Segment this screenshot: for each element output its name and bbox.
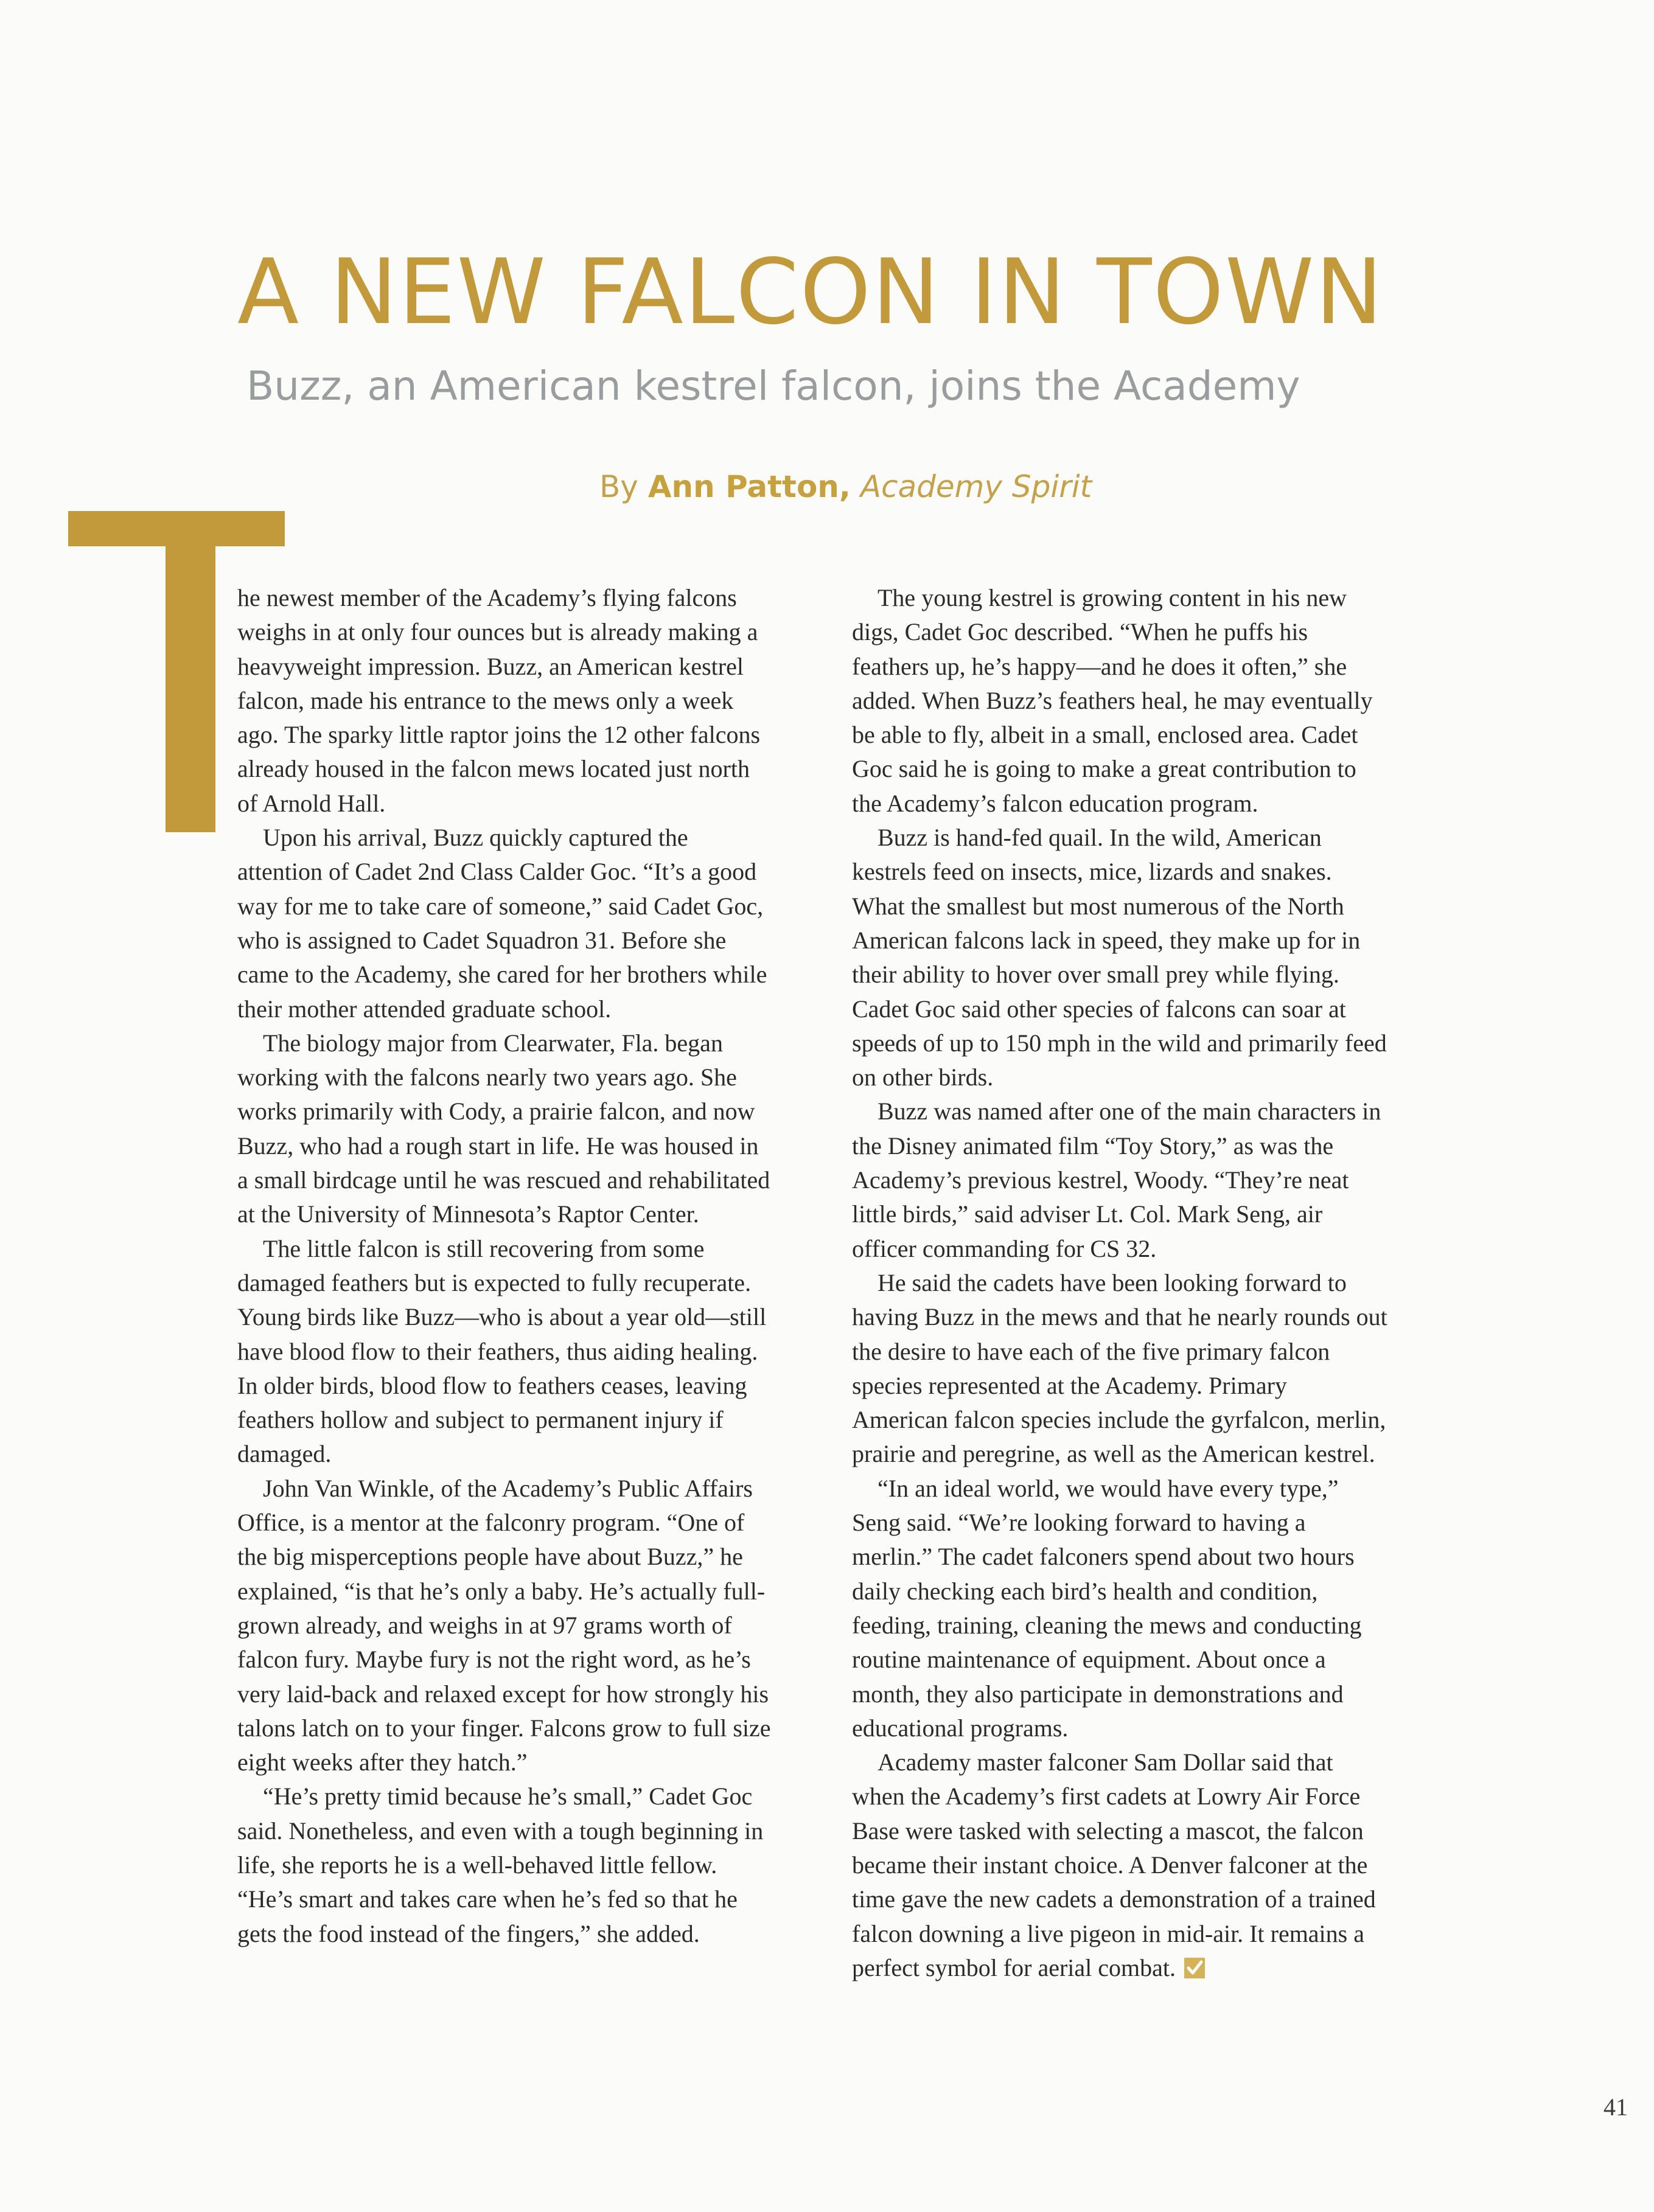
byline-prefix: By — [599, 469, 638, 504]
paragraph: The little falcon is still recovering from some damaged feathers but is expected to fully recuperate. Young birds like Buzz—who is about a year old—still have blood flow to their feathers, thus aiding healing. In older birds, blood flow to feathers ceases, leaving feathers hollow and subject to permanent injury if damaged. — [237, 1234, 767, 1468]
paragraph: Upon his arrival, Buzz quickly captured the attention of Cadet 2nd Class Calder Goc. “It’s a good way for me to take care of someone,” said Cadet Goc, who is assigned to Cadet Squadron 31. Before she came to the Academy, she cared for her brothers while their mother attended graduate school. — [237, 824, 767, 1023]
paragraph-last-text: Academy master falconer Sam Dollar said that when the Academy’s first cadets at Lowry Air Force Base were tasked with selecting a mascot, the falcon became their instant choice. A Denver falconer at the time gave the new cadets a demonstration of a trained falcon downing a live pigeon in mid-air. It remains a perfect symbol for aerial combat. — [852, 1748, 1376, 1981]
paragraph: John Van Winkle, of the Academy’s Public Affairs Office, is a mentor at the falconry program. “One of the big misperceptions people have about Buzz,” he explained, “is that he’s only a baby. He’s actually full-grown already, and weighs in at 97 grams worth of falcon fury. Maybe fury is not the right word, as he’s very laid-back and relaxed except for how strongly his talons latch on to your finger. Falcons grow to full size eight weeks after they hatch.” — [237, 1474, 771, 1776]
paragraph: The young kestrel is growing content in his new digs, Cadet Goc described. “When he puffs his feathers up, he’s happy—and he does it often,” she added. When Buzz’s feathers heal, he may eventually be able to fly, albeit in a small, enclosed area. Cadet Goc said he is going to make a great contribution to the Academy’s falcon education program. — [852, 584, 1373, 817]
paragraph: He said the cadets have been looking forward to having Buzz in the mews and that he nearly rounds out the desire to have each of the five primary falcon species represented at the Academy. Primary American falcon species include the gyrfalcon, merlin, prairie and peregrine, as well as the American kestrel. — [852, 1268, 1387, 1468]
paragraph-last — [852, 1745, 1387, 1985]
byline-publication: Academy Spirit — [860, 469, 1092, 504]
paragraph: Buzz is hand-fed quail. In the wild, American kestrels feed on insects, mice, lizards and snakes. What the smallest but most numerous of the North American falcons lack in speed, they make up for in their ability to hover over small prey while flying. Cadet Goc said other species of falcons can soar at speeds of up to 150 mph in the wild and primarily feed on other birds. — [852, 824, 1387, 1091]
byline-author: Ann Patton, — [647, 469, 851, 504]
page-number: 41 — [1603, 2093, 1628, 2121]
article-column-left — [237, 581, 773, 1951]
paragraph: Buzz was named after one of the main characters in the Disney animated film “Toy Story,” as was the Academy’s previous kestrel, Woody. “They’re neat little birds,” said adviser Lt. Col. Mark Seng, air officer commanding for CS 32. — [852, 1097, 1381, 1262]
paragraph: “He’s pretty timid because he’s small,” Cadet Goc said. Nonetheless, and even with a tough beginning in life, she reports he is a well-behaved little fellow. “He’s smart and takes care when he’s fed so that he gets the food instead of the fingers,” she added. — [237, 1782, 764, 1947]
paragraph: he newest member of the Academy’s flying falcons weighs in at only four ounces but is already making a heavyweight impression. Buzz, an American kestrel falcon, made his entrance to the mews only a week ago. The sparky little raptor joins the 12 other falcons already housed in the falcon mews located just north of Arnold Hall. — [237, 584, 761, 817]
paragraph: “In an ideal world, we would have every type,” Seng said. “We’re looking forward to having a merlin.” The cadet falconers spend about two hours daily checking each bird’s health and condition, feeding, training, cleaning the mews and conducting routine maintenance of equipment. About once a month, they also participate in demonstrations and educational programs. — [852, 1474, 1362, 1742]
article-subhead: Buzz, an American kestrel falcon, joins the Academy — [246, 363, 1300, 409]
article-column-right — [852, 581, 1387, 1985]
paragraph: The biology major from Clearwater, Fla. began working with the falcons nearly two years ago. She works primarily with Cody, a prairie falcon, and now Buzz, who had a rough start in life. He was housed in a small birdcage until he was rescued and rehabilitated at the University of Minnesota’s Raptor Center. — [237, 1029, 770, 1228]
byline — [599, 467, 1092, 506]
article-headline: A NEW FALCON IN TOWN — [237, 240, 1384, 344]
checkmark-box-icon — [1184, 1958, 1205, 1978]
